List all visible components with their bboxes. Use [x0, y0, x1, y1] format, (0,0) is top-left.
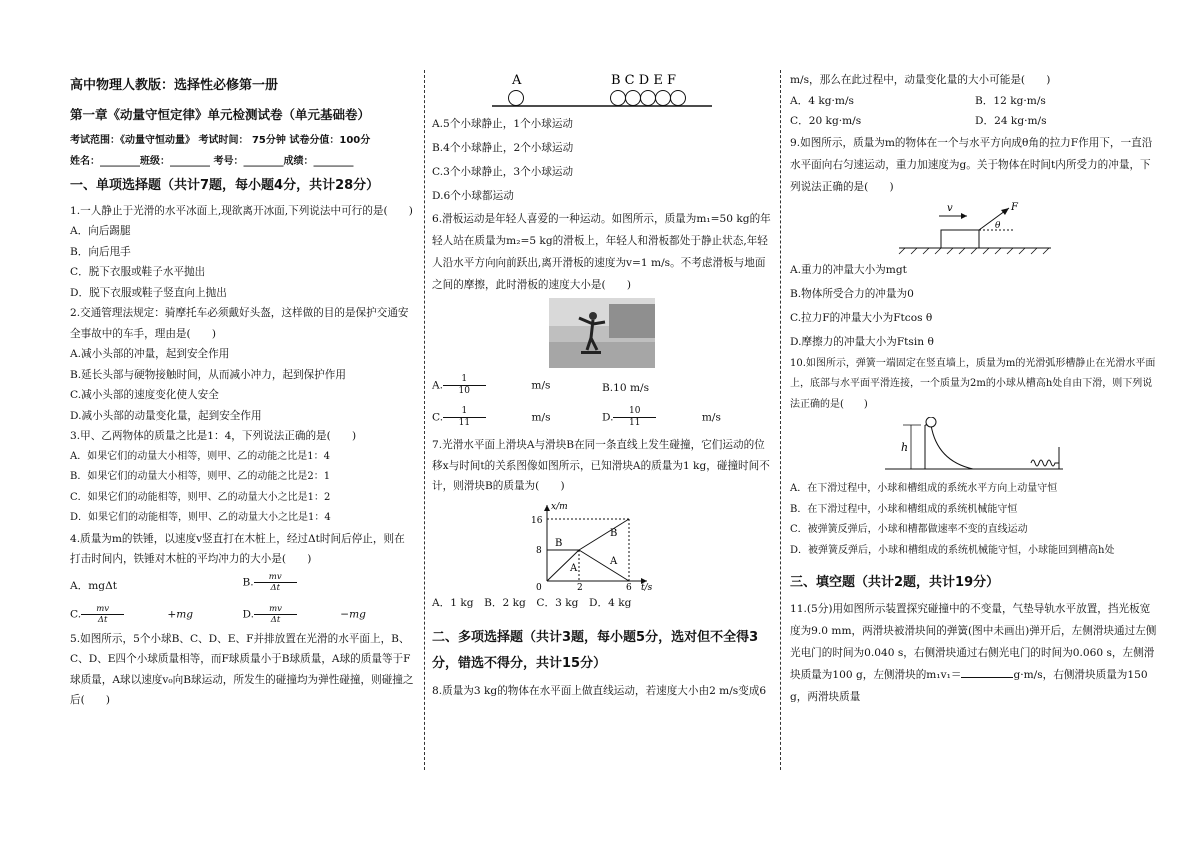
groove-curve: [925, 425, 973, 469]
q6-options-row-2: [432, 406, 772, 429]
height-label: h: [901, 441, 909, 454]
q6-stem: 6.滑板运动是年轻人喜爱的一种运动。如图所示，质量为m₁=50 kg的年轻人站在质量为m₂=5 kg的滑板上，年轻人和滑板都处于静止状态,年轻人沿水平方向向前跃出,离开滑板的速度为v=1 m/s。不考虑滑板与地面之间的摩擦，此时滑板的速度大小是( ): [432, 213, 771, 291]
q10-stem: 10.如图所示，弹簧一端固定在竖直墙上，质量为m的光滑弧形槽静止在光滑水平面上，底部与水平面平滑连接，一个质量为2m的小球从槽高h处自由下滑，则下列说法正确的是( ): [790, 357, 1156, 410]
q2-option-c: C.减小头部的速度变化使人安全: [70, 389, 219, 401]
q10-option-b: B．在下滑过程中，小球和槽组成的系统机械能守恒: [790, 503, 1018, 515]
fraction: $\frac{mv}{\Delta t}$: [81, 604, 167, 625]
q8-stem: 8.质量为3 kg的物体在水平面上做直线运动，若速度大小由2 m/s变成6: [432, 685, 767, 697]
q7-stem: 7.光滑水平面上滑块A与滑块B在同一条直线上发生碰撞，它们运动的位移x与时间t的关系图像如图所示，已知滑块A的质量为1 kg，碰撞时间不计，则滑块B的质量为( ): [432, 439, 770, 492]
column-1: [70, 70, 415, 711]
ball-e: [656, 91, 671, 106]
student-info-line: 姓名：________班级：________ 考号：________成绩：________: [70, 155, 354, 167]
q3-stem: 3.甲、乙两物体的质量之比是1：4，下列说法正确的是( ): [70, 430, 357, 442]
q4-stem: 4.质量为m的铁锤，以速度v竖直打在木桩上，经过Δt时间后停止，则在打击时间内，铁锤对木桩的平均冲力的大小是( ): [70, 532, 405, 565]
ball-a: [509, 91, 524, 106]
q8-option-a: A．4 kg·m/s: [790, 94, 854, 107]
q2-option-b: B.延长头部与硬物接触时间，从而减小冲力，起到保护作用: [70, 368, 346, 381]
fraction: $\frac{mv}{\Delta t}$: [254, 604, 340, 625]
answer-blank[interactable]: [961, 677, 1013, 678]
q4-option-b: B. $\frac{mv}{\Delta t}$: [243, 572, 416, 600]
label-b-before: B: [555, 537, 563, 549]
page-subtitle: 第一章《动量守恒定律》单元检测试卷（单元基础卷）: [70, 106, 371, 122]
q9-stem: 9.如图所示，质量为m的物体在一个与水平方向成θ角的拉力F作用下，一直沿水平面向右匀速运动，重力加速度为g。关于物体在时间t内所受力的冲量，下列说法正确的是( ): [790, 136, 1153, 193]
page-title: 高中物理人教版：选择性必修第一册: [70, 78, 279, 93]
exam-scope: 考试范围：《动量守恒动量》 考试时间： 75分钟 试卷分值：100分: [70, 135, 371, 146]
q1-option-a: A．向后踢腿: [70, 225, 131, 237]
ball-b: [611, 91, 626, 106]
fraction: $\frac{1}{10}$: [443, 374, 528, 397]
q9-block-figure: [895, 200, 1055, 256]
q1-option-b: B．向后甩手: [70, 245, 131, 258]
column-divider-1: [424, 70, 425, 770]
q9-option-a: A.重力的冲量大小为mgt: [790, 263, 907, 276]
ball: [926, 417, 936, 427]
q5-option-a: A.5个小球静止，1个小球运动: [432, 118, 574, 130]
q10-groove-figure: [885, 417, 1065, 477]
y-tick-8: 8: [536, 545, 542, 556]
q3-option-d: D．如果它们的动能相等，则甲、乙的动量大小之比是1：4: [70, 512, 331, 523]
q5-option-b: B.4个小球静止，2个小球运动: [432, 142, 574, 154]
q2-option-a: A.减小头部的冲量，起到安全作用: [70, 348, 230, 360]
ball-a-label: A: [512, 73, 522, 88]
section-3-heading: 三、填空题（共计2题，共计19分）: [790, 575, 1000, 590]
origin-label: 0: [536, 582, 542, 591]
force-label: F: [1011, 201, 1018, 213]
q1-option-c: C．脱下衣服或鞋子水平抛出: [70, 266, 206, 278]
label-b-after: B: [610, 527, 618, 539]
q10-option-c: C．被弹簧反弹后，小球和槽都做速率不变的直线运动: [790, 524, 1028, 535]
q3-option-c: C．如果它们的动能相等，则甲、乙的动量大小之比是1：2: [70, 491, 331, 503]
ball-f: [671, 91, 686, 106]
q8-stem-continued: m/s，那么在此过程中，动量变化量的大小可能是( ): [790, 74, 1051, 86]
q6-option-a: A. $\frac{1}{10}$ m/s: [432, 374, 551, 396]
fraction: $\frac{10}{11}$: [613, 406, 698, 429]
q10-option-a: A．在下滑过程中，小球和槽组成的系统水平方向上动量守恒: [790, 483, 1058, 494]
column-divider-2: [780, 70, 781, 770]
fraction: $\frac{1}{11}$: [443, 406, 528, 429]
q9-option-d: D.摩擦力的冲量大小为Ftsin θ: [790, 335, 934, 348]
spring: [1031, 460, 1059, 466]
q5-option-c: C.3个小球静止，3个小球运动: [432, 166, 574, 178]
q1-option-d: D．脱下衣服或鞋子竖直向上抛出: [70, 286, 227, 299]
q9-option-c: C.拉力F的冲量大小为Ftcos θ: [790, 311, 933, 324]
q10-option-d: D．被弹簧反弹后，小球和槽组成的系统机械能守恒，小球能回到槽高h处: [790, 544, 1115, 556]
velocity-label: v: [947, 202, 953, 214]
q6-option-d: D. $\frac{10}{11}$ m/s: [602, 406, 721, 428]
q11-stem: 11.(5分)用如图所示装置探究碰撞中的不变量，气垫导轨水平放置，挡光板宽度为9.0 mm，两滑块被滑块间的弹簧(图中未画出)弹开后，左侧滑块通过左侧光电门的时间为0.040 s，右侧滑块通过右侧光电门的时间为0.060 s，左侧滑块质量为100 g，左侧滑块的m₁v₁＝ g·m/s，右侧滑块质量为150 g，两滑块质量: [790, 602, 1157, 703]
q2-option-d: D.减小头部的动量变化量，起到安全作用: [70, 409, 262, 422]
x-tick-2: 2: [577, 582, 583, 591]
q4-option-a: A．mgΔt: [70, 579, 117, 592]
ball-d: [641, 91, 656, 106]
x-axis-label: t/s: [641, 582, 653, 591]
q8-option-b: B．12 kg·m/s: [975, 94, 1046, 107]
q5-option-d: D.6个小球都运动: [432, 190, 514, 202]
q5-balls-figure: [492, 72, 712, 110]
y-axis-label: x/m: [551, 501, 568, 512]
line-b-after: [579, 519, 629, 550]
q8-options-row-1: [790, 91, 1160, 112]
q4-option-c: C. $\frac{mv}{\Delta t}$ +mg: [70, 603, 194, 625]
q8-option-d: D．24 kg·m/s: [975, 115, 1047, 127]
section-1-heading: 一、单项选择题（共计7题，每小题4分，共计28分）: [70, 178, 380, 193]
y-tick-16: 16: [531, 515, 543, 526]
q6-options-row-1: [432, 374, 772, 402]
angle-label: θ: [995, 220, 1001, 231]
q7-options: A．1 kg B．2 kg C．3 kg D．4 kg: [432, 596, 632, 609]
q3-option-b: B．如果它们的动量大小相等，则甲、乙的动能之比是2：1: [70, 471, 331, 482]
q2-stem: 2.交通管理法规定：骑摩托车必须戴好头盔，这样做的目的是保护交通安全事故中的车手，理由是( ): [70, 307, 409, 340]
balls-bcdef-label: B C D E F: [611, 73, 676, 88]
q9-option-b: B.物体所受合力的冲量为0: [790, 287, 914, 300]
x-tick-6: 6: [626, 582, 632, 591]
q6-option-b: B.10 m/s: [602, 382, 650, 394]
q6-option-c: C. $\frac{1}{11}$ m/s: [432, 406, 551, 428]
q1-stem: 1.一人静止于光滑的水平冰面上,现欲离开冰面,下列说法中可行的是( ): [70, 204, 413, 217]
q5-stem: 5.如图所示，5个小球B、C、D、E、F并排放置在光滑的水平面上，B、C、D、E四个小球质量相等，而F球质量小于B球质量，A球的质量等于F球质量，A球以速度v₀向B球运动，所发生的碰撞均为弹性碰撞，则碰撞之后( ): [70, 632, 414, 706]
q4-options-row-2: [70, 604, 415, 625]
block: [941, 230, 979, 248]
fraction: $\frac{mv}{\Delta t}$: [254, 572, 340, 593]
q4-options-row-1: [70, 572, 415, 600]
q8-options-row-2: [790, 111, 1160, 132]
q4-option-d: D. $\frac{mv}{\Delta t}$ −mg: [242, 603, 366, 625]
column-3: [790, 70, 1160, 708]
q8-option-c: C．20 kg·m/s: [790, 115, 862, 127]
q7-xt-graph: [527, 499, 677, 591]
line-a-after: [579, 550, 629, 581]
q3-option-a: A．如果它们的动量大小相等，则甲、乙的动能之比是1：4: [70, 450, 330, 462]
skateboarder-photo: [549, 298, 655, 368]
label-a-before: A: [570, 562, 578, 574]
label-a-after: A: [610, 555, 618, 567]
ball-c: [626, 91, 641, 106]
column-2: [432, 70, 772, 702]
section-2-heading: 二、多项选择题（共计3题，每小题5分，选对但不全得3分，错选不得分，共计15分）: [432, 630, 759, 671]
